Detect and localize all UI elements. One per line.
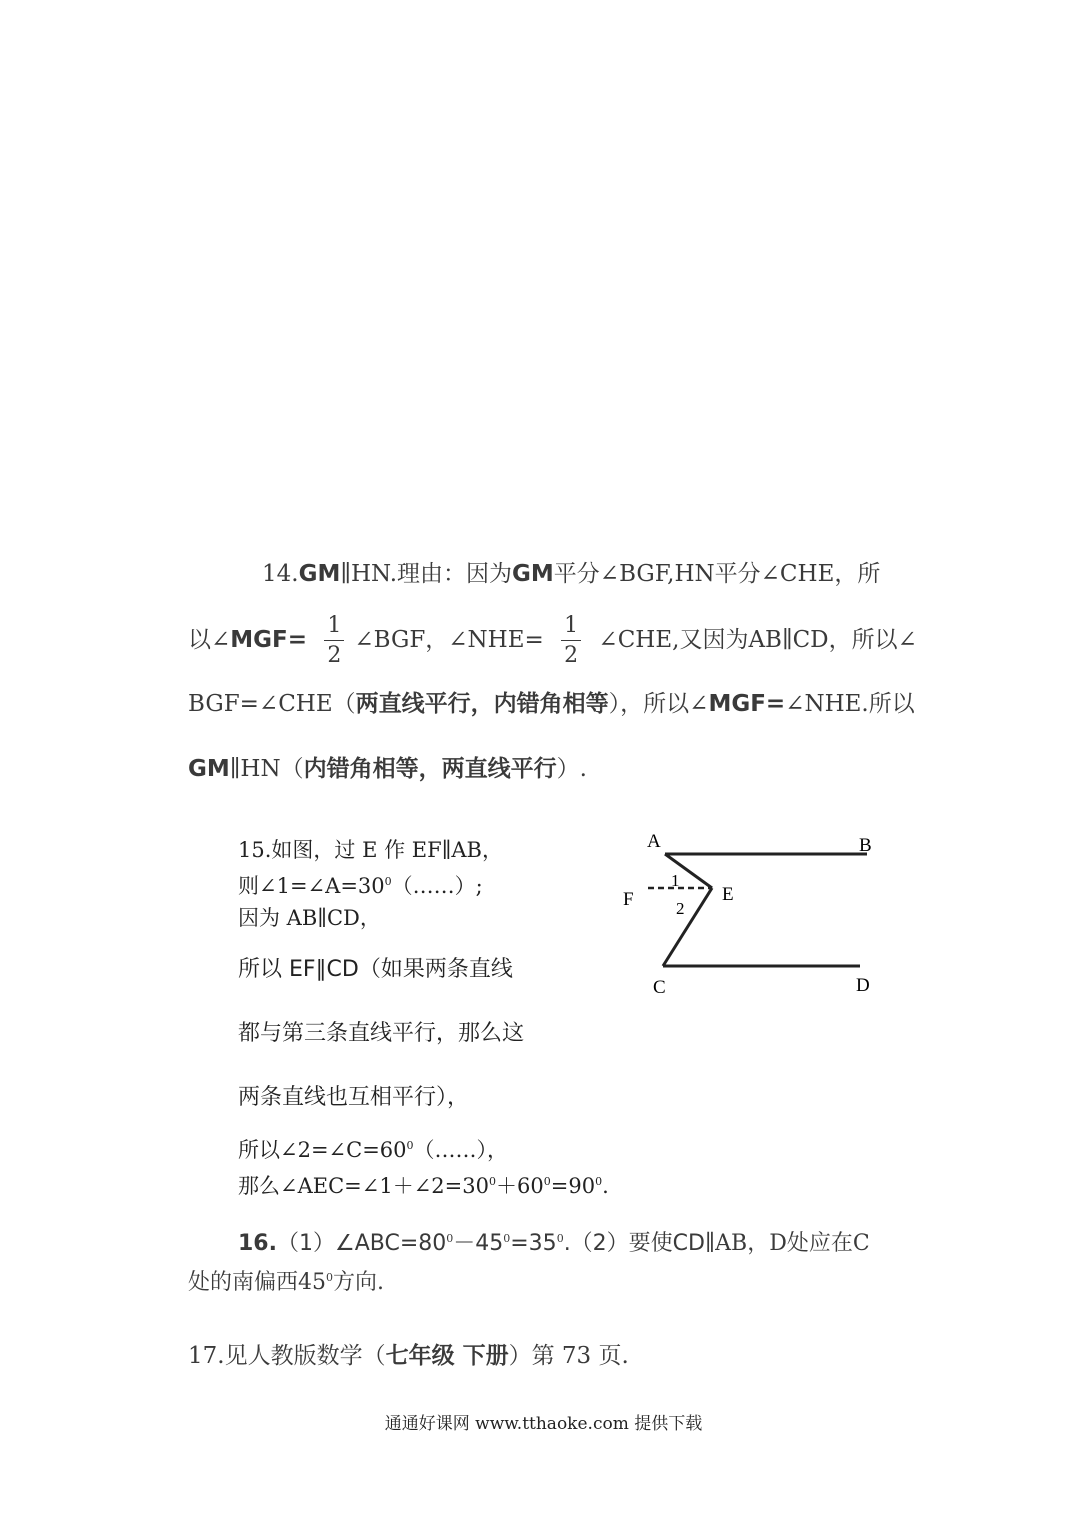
answer-15-line-6: 两条直线也互相平行），	[238, 1085, 470, 1110]
label-D: D	[856, 975, 870, 996]
answer-15-line-2: 则$\angle 1=\angle A=30^0(\dots\dots)$;	[238, 874, 483, 898]
answer-16-line-2: 处的南偏西$45^0$方向.	[188, 1270, 384, 1295]
answer-16	[188, 1222, 900, 1300]
answer-15	[238, 834, 609, 1202]
answer-15-line-4: 所以 EF∥CD（如果两条直线	[238, 957, 513, 982]
label-A: A	[647, 831, 661, 852]
fraction-half: $\frac{1}{2}$	[324, 613, 344, 669]
answer-17: 17.见人教版数学（七年级 下册）第 73 页.	[188, 1343, 629, 1369]
label-E: E	[722, 884, 734, 905]
answer-14	[188, 548, 917, 808]
answer-15-line-5: 都与第三条直线平行，那么这	[238, 1021, 525, 1046]
answer-14-line-1: 14.GM∥HN.理由：因为GM平分∠BGF,HN平分∠CHE，所	[262, 561, 881, 587]
label-F: F	[623, 889, 634, 910]
answer-16-line-1: $16.(1)\angle ABC=80^0-45^0=35^0.(2)$要使CD∥AB，D处应在C	[238, 1231, 870, 1256]
segment-EC	[663, 888, 712, 966]
answer-14-line-2: 以∠MGF= $\frac{1}{2}$ ∠BGF，∠NHE= $\frac{1}{2}$ ∠CHE,又因为AB∥CD，所以∠	[188, 613, 917, 669]
answer-15-line-7: 所以$\angle 2=\angle C=60^0(\dots\dots)$，	[238, 1138, 509, 1162]
label-1: 1	[671, 871, 680, 890]
answer-15-line-8: 那么$\angle AEC=\angle 1+\angle 2=30^0+60^0=90^0$.	[238, 1174, 609, 1198]
label-2: 2	[676, 899, 685, 918]
footer-credit: 通通好课网 www.tthaoke.com 提供下载	[384, 1414, 703, 1434]
label-C: C	[653, 977, 666, 998]
answer-15-line-3: 因为 AB∥CD，	[238, 906, 381, 930]
parallel-lines-figure	[610, 820, 890, 1000]
answer-14-line-3: BGF=∠CHE（两直线平行，内错角相等），所以∠MGF=∠NHE.所以	[188, 691, 915, 717]
answer-15-line-1: 15.如图，过 E 作 EF∥AB，	[238, 838, 503, 862]
fraction-half: $\frac{1}{2}$	[561, 613, 581, 669]
answer-14-line-4: GM∥HN（内错角相等，两直线平行）.	[188, 756, 587, 782]
label-B: B	[859, 835, 872, 856]
